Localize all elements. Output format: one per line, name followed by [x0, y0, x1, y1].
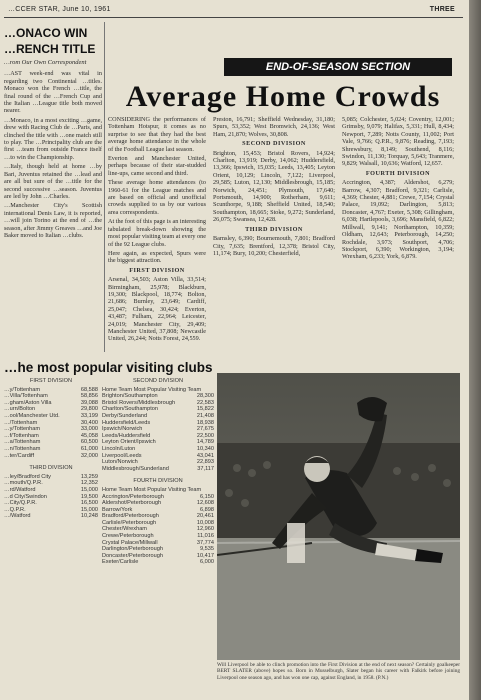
third-division-subhead: THIRD DIVISION	[245, 225, 303, 233]
visiting-clubs-title: …he most popular visiting clubs	[4, 360, 213, 375]
table-row	[4, 487, 98, 494]
attendance-value: 13,259	[80, 473, 98, 480]
table-column-header: Home Team Most Popular Visiting Team	[102, 486, 202, 493]
table-row	[102, 533, 214, 540]
column-divider	[104, 22, 105, 352]
table-row	[102, 466, 214, 473]
table-row	[102, 494, 214, 501]
fixture-teams: Bradford/Peterborough	[102, 513, 159, 520]
attendance-value: 43,041	[196, 452, 214, 459]
fixture-teams: …urn/Bolton	[4, 406, 36, 413]
attendance-value: 60,500	[80, 439, 98, 446]
fixture-teams: Aldershot/Peterborough	[102, 500, 162, 507]
attendance-value: 29,800	[80, 406, 98, 413]
table-title: FOURTH DIVISION	[133, 478, 183, 485]
table-rows	[102, 393, 214, 472]
table-title: THIRD DIVISION	[29, 465, 73, 472]
goalkeeper-photo	[217, 373, 460, 660]
attendance-value: 33,000	[80, 426, 98, 433]
attendance-value: 21,408	[196, 412, 214, 419]
fixture-teams: …d City/Swindon	[4, 493, 47, 500]
fixture-teams: Accrington/Peterborough	[102, 493, 164, 500]
fixture-teams: …City/Q.P.R.	[4, 500, 37, 507]
table-row	[102, 413, 214, 420]
table-row	[4, 420, 98, 427]
table-title: FIRST DIVISION	[29, 378, 73, 384]
table-column-header: Home Team Most Popular Visiting Team	[102, 386, 202, 393]
second-division-crowds: Brighton, 15,453; Bristol Rovers, 14,924; Charlton, 13,919; Derby, 14,062; Huddersfield, 13,366; Ipswich, 15,035; Leeds, 13,405; Leyton Orient, 10,129; Lincoln, 7,122; Liverpool, 29,585; Luton, 12,130; Middlesbrough, 15,185; Norwich, 24,451; Plymouth, 17,640; Portsmouth, 14,900; Rotherham, 9,611; Scunthorpe, 9,188; Sheffield United, 18,540; Southampton, 18,665; Stoke, 9,272; Sunderland, 26,075; Swansea, 12,428.	[213, 149, 335, 224]
article-paragraph: CONSIDERING the performances of Tottenham Hotspur, it comes as no surprise to see that they had the best average home attendance in the whole of the Football League last season.	[108, 116, 206, 153]
photo-caption: Will Liverpool be able to clinch promotion into the First Division at the end of next season? Certainly goalkeeper BERT SLATER (above) hopes so. Born in Musselburgh, Slater began his career with Falkirk before joining Liverpool one season ago, and has won one cap, against England, in 1958. (P.N.)	[217, 662, 460, 681]
attendance-value: 37,774	[196, 539, 214, 546]
fixture-teams: Lincoln/Luton	[102, 445, 136, 452]
table-row	[102, 446, 214, 453]
fixture-teams: Crystal Palace/Millwall	[102, 539, 158, 546]
page-header-date: …CCER STAR, June 10, 1961	[8, 6, 111, 13]
fixture-teams: …rd/Watford	[4, 486, 36, 493]
section-label: END-OF-SEASON SECTION	[224, 58, 452, 76]
article-headline: Average Home Crowds	[125, 80, 441, 113]
table-row	[102, 400, 214, 407]
fixture-teams: Crewe/Peterborough	[102, 533, 154, 540]
table-row	[4, 494, 98, 501]
fixture-teams: Leeds/Huddersfield	[102, 432, 151, 439]
fixture-teams: …y/Tottenham	[4, 426, 41, 433]
article-column-2	[213, 116, 335, 357]
attendance-value: 30,400	[80, 419, 98, 426]
table-row	[102, 559, 214, 566]
table-row	[102, 553, 214, 560]
table-row	[102, 393, 214, 400]
attendance-value: 12,352	[80, 480, 98, 487]
fixture-teams: Carlisle/Peterborough	[102, 519, 157, 526]
table-row	[4, 513, 98, 520]
first-division-table	[4, 378, 98, 459]
attendance-value: 16,500	[80, 500, 98, 507]
table-row	[102, 500, 214, 507]
fourth-division-table	[102, 478, 214, 566]
attendance-value: 37,117	[197, 465, 214, 472]
third-division-crowds: Barnsley, 6,390; Bournemouth, 7,801; Bradford City, 7,635; Brentford, 12,378; Bristol City, 11,174; Bury, 10,200; Chesterfield,	[213, 235, 335, 257]
attendance-value: 12,608	[196, 500, 214, 507]
attendance-value: 32,000	[80, 452, 98, 459]
article-paragraph: Everton and Manchester United, perhaps because of their star-studded line-ups, came second and third.	[108, 155, 206, 177]
attendance-value: 39,088	[80, 399, 98, 406]
header-rule	[4, 17, 463, 18]
fixture-teams: Leyton Orient/Ipswich	[102, 439, 156, 446]
fixture-teams: …gham/Aston Villa	[4, 399, 52, 406]
table-row	[4, 446, 98, 453]
attendance-value: 10,008	[196, 519, 214, 526]
attendance-value: 58,856	[80, 393, 98, 400]
story-paragraph: …Monaco, in a most exciting …game, drew with Racing Club de …Paris, and clinched the title with …one match still to play. The …Principality club are the first …team from outside France itself …to win the Championship.	[4, 116, 102, 161]
article-paragraph: Here again, as expected, Spurs were the biggest attraction.	[108, 249, 206, 265]
table-row	[4, 433, 98, 440]
attendance-value: 9,535	[200, 546, 214, 553]
attendance-value: 6,150	[200, 493, 214, 500]
first-division-subhead: FIRST DIVISION	[129, 266, 185, 274]
second-division-table	[102, 378, 214, 472]
table-row	[4, 393, 98, 400]
table-row	[102, 406, 214, 413]
table-row	[102, 520, 214, 527]
fixture-teams: Luton/Norwich	[102, 459, 138, 466]
fixture-teams: …y/Tottenham	[4, 386, 41, 393]
table-row	[4, 507, 98, 514]
fixture-teams: Huddersfield/Leeds	[102, 419, 151, 426]
attendance-value: 20,461	[196, 513, 214, 520]
table-row	[102, 546, 214, 553]
attendance-value: 28,300	[196, 393, 214, 400]
table-row	[102, 426, 214, 433]
attendance-value: 10,340	[196, 445, 214, 452]
fixture-teams: …Q.P.R.	[4, 506, 26, 513]
table-row	[4, 480, 98, 487]
visiting-clubs-table-left	[4, 378, 98, 696]
story-headline-line1: …ONACO WIN	[4, 26, 88, 40]
story-paragraph: …Italy, though held at home …by Bari, Juventus retained the …lead and are all but sure of the …title for the second successive …season. Juventus are led by John …Charles.	[4, 163, 102, 200]
goalkeeper-illustration	[217, 373, 460, 660]
table-row	[102, 439, 214, 446]
attendance-value: 18,938	[196, 419, 214, 426]
table-row	[102, 540, 214, 547]
fixture-teams: …f/Tottenham	[4, 432, 39, 439]
attendance-value: 15,000	[80, 486, 98, 493]
attendance-value: 11,016	[197, 533, 214, 540]
table-row	[4, 500, 98, 507]
article-column-1	[108, 116, 206, 357]
table-row	[4, 474, 98, 481]
fixture-teams: Exeter/Carlisle	[102, 559, 139, 566]
attendance-value: 10,248	[80, 513, 98, 520]
fixture-teams: …n/Tottenham	[4, 445, 41, 452]
fixture-teams: …ool/Manchester Utd.	[4, 412, 60, 419]
attendance-value: 15,000	[80, 506, 98, 513]
fixture-teams: Darlington/Peterborough	[102, 546, 163, 553]
fixture-teams: …ley/Bradford City	[4, 473, 51, 480]
table-row	[4, 387, 98, 394]
first-division-crowds: Arsenal, 34,503; Aston Villa, 33,514; Birmingham, 25,978; Blackburn, 19,300; Blackpool, 18,774; Bolton, 21,686; Burnley, 23,649; Cardiff, 25,047; Chelsea, 30,424; Everton, 43,487; Fulham, 22,964; Leicester, 24,019; Manchester City, 29,409; Manchester United, 37,808; Newcastle United, 26,244; Notts Forest, 24,559.	[108, 276, 206, 343]
attendance-value: 45,058	[80, 432, 98, 439]
fourth-division-subhead: FOURTH DIVISION	[365, 169, 431, 177]
fixture-teams: Ipswich/Norwich	[102, 426, 143, 433]
table-rows	[4, 387, 98, 460]
article-paragraph: At the foot of this page is an interesting tabulated break-down showing the most popular visiting team at every one of the 92 League clubs.	[108, 218, 206, 248]
attendance-value: 6,898	[200, 506, 214, 513]
table-row	[4, 400, 98, 407]
visiting-clubs-table-middle	[102, 378, 214, 696]
fixture-teams: Middlesbrough/Sunderland	[102, 465, 169, 472]
fixture-teams: Derby/Sunderland	[102, 412, 148, 419]
page-number: THREE	[429, 6, 455, 13]
fixture-teams: …mouth/Q.P.R.	[4, 480, 43, 487]
page-edge-shadow	[469, 0, 481, 700]
story-headline-line2: …RENCH TITLE	[4, 42, 96, 56]
attendance-value: 22,583	[196, 399, 214, 406]
attendance-value: 33,199	[80, 412, 98, 419]
table-row	[102, 459, 214, 466]
attendance-value: 68,588	[80, 386, 98, 393]
fixture-teams: Chester/Wrexham	[102, 526, 147, 533]
attendance-value: 19,500	[80, 493, 98, 500]
fixture-teams: …Villa/Tottenham	[4, 393, 48, 400]
story-paragraph: …Manchester City's Scottish international Denis Law, it is reported, …will join Torino at the end of …the season, after Jimmy Greaves …and Joe Baker moved to Italian …clubs.	[4, 202, 102, 239]
article-column-3	[342, 116, 454, 357]
attendance-value: 15,822	[196, 406, 214, 413]
fixture-teams: …/Watford	[4, 513, 31, 520]
table-row	[102, 433, 214, 440]
table-row	[102, 453, 214, 460]
table-rows	[102, 494, 214, 567]
table-row	[102, 526, 214, 533]
attendance-value: 10,417	[196, 552, 214, 559]
fixture-teams: …a/Tottenham	[4, 439, 41, 446]
monaco-story	[4, 24, 102, 344]
fixture-teams: …/Tottenham	[4, 419, 38, 426]
fixture-teams: Brighton/Southampton	[102, 393, 158, 400]
table-rows	[4, 474, 98, 520]
attendance-value: 6,000	[200, 559, 214, 566]
fourth-division-crowds: Accrington, 4,387; Aldershot, 6,279; Barrow, 4,307; Bradford, 9,321; Carlisle, 4,369; Chester, 4,881; Crewe, 7,154; Crystal Palace, 19,092; Darlington, 5,813; Doncaster, 4,767; Exeter, 5,308; Gillingham, 6,038; Hartlepools, 3,696; Mansfield, 6,822; Millwall, 9,141; Northampton, 10,359; Oldham, 12,643; Peterborough, 14,250; Rochdale, 3,973; Southport, 4,706; Stockport, 6,390; Workington, 3,194; Wrexham, 6,233; York, 6,879.	[342, 179, 454, 261]
second-division-subhead: SECOND DIVISION	[242, 140, 306, 148]
table-title: SECOND DIVISION	[132, 378, 184, 384]
fixture-teams: Charlton/Southampton	[102, 406, 158, 413]
table-row	[4, 453, 98, 460]
attendance-value: 22,500	[196, 432, 214, 439]
third-division-table	[4, 465, 98, 520]
story-byline: …rom Our Own Correspondent	[4, 59, 87, 66]
attendance-value: 14,789	[196, 439, 214, 446]
table-row	[4, 413, 98, 420]
table-row	[4, 439, 98, 446]
fixture-teams: …ter/Cardiff	[4, 452, 35, 459]
table-row	[4, 406, 98, 413]
attendance-value: 22,893	[196, 459, 214, 466]
table-row	[4, 426, 98, 433]
fixture-teams: Bristol Rovers/Middlesbrough	[102, 399, 176, 406]
attendance-value: 27,675	[196, 426, 214, 433]
third-division-crowds-cont: 5,085; Colchester, 5,024; Coventry, 12,001; Grimsby, 9,079; Halifax, 5,331; Hull, 8,434; Newport, 7,289; Notts County, 11,002; Port Vale, 9,766; Q.P.R., 9,876; Reading, 7,193; Shrewsbury, 8,149; Southend, 8,116; Swindon, 11,130; Torquay, 5,643; Tranmere, 9,829; Walsall, 10,636; Watford, 12,657.	[342, 116, 454, 168]
table-row	[102, 507, 214, 514]
fixture-teams: Liverpool/Leeds	[102, 452, 142, 459]
attendance-value: 12,960	[196, 526, 214, 533]
table-row	[102, 420, 214, 427]
fixture-teams: Doncaster/Peterborough	[102, 552, 163, 559]
first-division-crowds-cont: Preston, 16,791; Sheffield Wednesday, 31,180; Spurs, 53,352; West Bromwich, 24,136; West Ham, 21,870; Wolves, 30,808.	[213, 116, 335, 138]
fixture-teams: Barrow/York	[102, 506, 133, 513]
attendance-value: 61,000	[80, 445, 98, 452]
story-paragraph: …AST week-end was vital in regarding two Continental …titles. Monaco won the French …title, the final round of the …French Cup and the Italian …League title both moved nearer.	[4, 70, 102, 115]
article-paragraph: These average home attendances (to 1960-61 for the League matches and are based on official and unofficial crowds supplied to us by our various area correspondents.	[108, 179, 206, 216]
table-row	[102, 513, 214, 520]
